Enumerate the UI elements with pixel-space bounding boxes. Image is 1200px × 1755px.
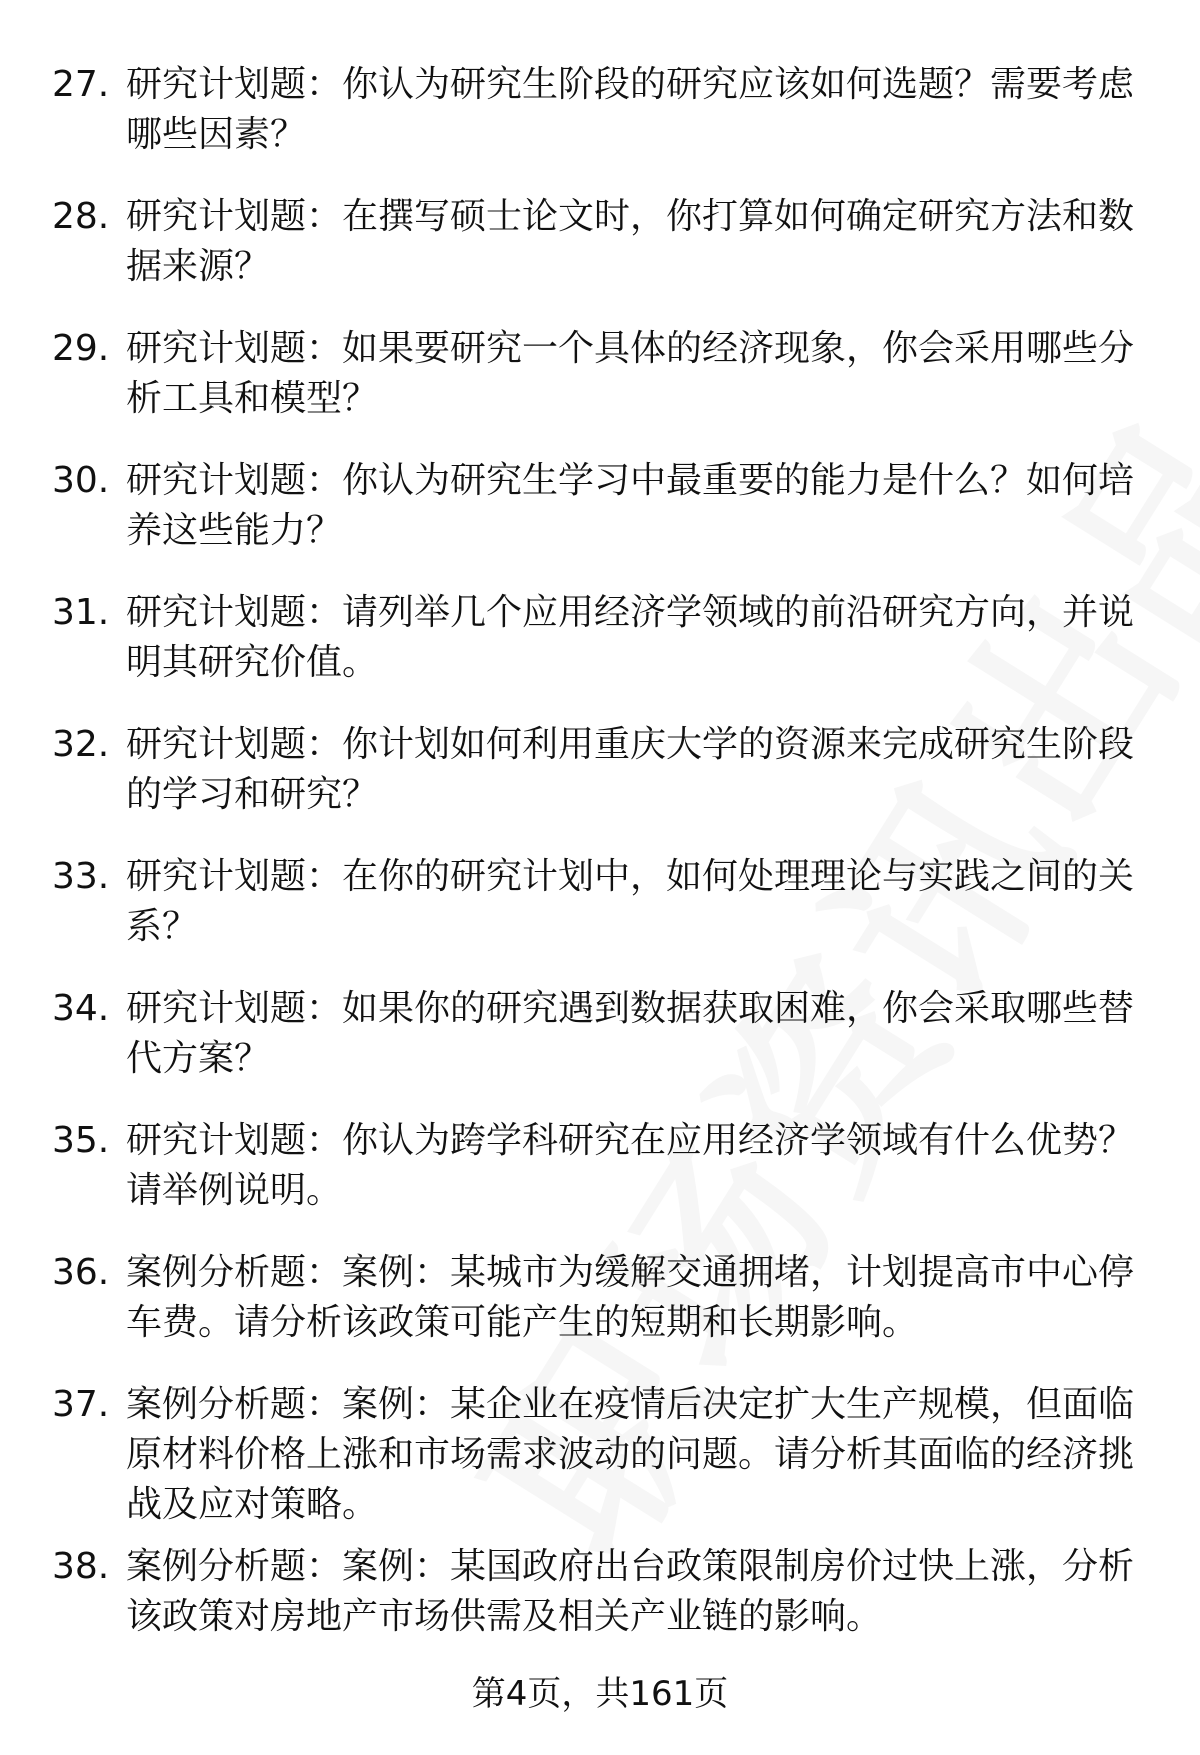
- question-line: 研究计划题：在你的研究计划中，如何处理理论与实践之间的关: [126, 856, 1135, 897]
- question-number: 32.: [52, 724, 110, 765]
- question-list: [0, 60, 1200, 1674]
- question-text: [126, 192, 1138, 292]
- page-footer: 第4页，共161页: [471, 1674, 729, 1714]
- question-line: 研究计划题：如果你的研究遇到数据获取困难，你会采取哪些替: [126, 988, 1135, 1029]
- question-line: 该政策对房地产市场供需及相关产业链的影响。: [126, 1596, 883, 1637]
- question-line: 系？: [126, 906, 199, 947]
- question-item: [0, 852, 1200, 984]
- question-line: 养这些能力？: [126, 510, 343, 551]
- question-line: 战及应对策略。: [126, 1484, 379, 1525]
- question-item: [0, 1248, 1200, 1380]
- question-number: 34.: [52, 988, 110, 1029]
- question-line: 原材料价格上涨和市场需求波动的问题。请分析其面临的经济挑: [126, 1434, 1135, 1475]
- question-item: [0, 456, 1200, 588]
- question-number: 36.: [52, 1252, 110, 1293]
- question-number: 37.: [52, 1384, 110, 1425]
- question-item: [0, 984, 1200, 1116]
- question-line: 据来源？: [126, 246, 271, 287]
- question-line: 哪些因素？: [126, 114, 307, 155]
- question-text: [126, 1542, 1138, 1642]
- question-number: 33.: [52, 856, 110, 897]
- question-item: [0, 720, 1200, 852]
- question-line: 研究计划题：在撰写硕士论文时，你打算如何确定研究方法和数: [126, 196, 1135, 237]
- question-text: [126, 1116, 1138, 1216]
- question-text: [126, 324, 1138, 424]
- question-line: 请举例说明。: [126, 1170, 343, 1211]
- question-item: [0, 588, 1200, 720]
- question-line: 代方案？: [126, 1038, 271, 1079]
- question-number: 30.: [52, 460, 110, 501]
- question-text: [126, 1380, 1138, 1530]
- question-line: 研究计划题：你计划如何利用重庆大学的资源来完成研究生阶段: [126, 724, 1135, 765]
- question-number: 35.: [52, 1120, 110, 1161]
- question-line: 析工具和模型？: [126, 378, 379, 419]
- question-line: 案例分析题：案例：某国政府出台政策限制房价过快上涨，分析: [126, 1546, 1135, 1587]
- question-text: [126, 60, 1138, 160]
- question-item: [0, 1542, 1200, 1674]
- question-number: 28.: [52, 196, 110, 237]
- question-number: 29.: [52, 328, 110, 369]
- question-number: 31.: [52, 592, 110, 633]
- question-item: [0, 1116, 1200, 1248]
- question-line: 研究计划题：请列举几个应用经济学领域的前沿研究方向，并说: [126, 592, 1135, 633]
- question-line: 研究计划题：如果要研究一个具体的经济现象，你会采用哪些分: [126, 328, 1135, 369]
- question-text: [126, 588, 1138, 688]
- question-text: [126, 456, 1138, 556]
- question-line: 案例分析题：案例：某城市为缓解交通拥堵，计划提高市中心停: [126, 1252, 1135, 1293]
- question-number: 27.: [52, 64, 110, 105]
- question-text: [126, 852, 1138, 952]
- question-line: 的学习和研究？: [126, 774, 379, 815]
- question-line: 研究计划题：你认为研究生学习中最重要的能力是什么？如何培: [126, 460, 1135, 501]
- question-text: [126, 984, 1138, 1084]
- question-text: [126, 1248, 1138, 1348]
- question-number: 38.: [52, 1546, 110, 1587]
- question-line: 案例分析题：案例：某企业在疫情后决定扩大生产规模，但面临: [126, 1384, 1135, 1425]
- question-line: 研究计划题：你认为跨学科研究在应用经济学领域有什么优势？: [126, 1120, 1135, 1161]
- question-item: [0, 324, 1200, 456]
- question-line: 明其研究价值。: [126, 642, 379, 683]
- question-text: [126, 720, 1138, 820]
- question-item: [0, 192, 1200, 324]
- question-line: 车费。请分析该政策可能产生的短期和长期影响。: [126, 1302, 919, 1343]
- question-line: 研究计划题：你认为研究生阶段的研究应该如何选题？需要考虑: [126, 64, 1135, 105]
- question-item: [0, 1380, 1200, 1542]
- question-item: [0, 60, 1200, 192]
